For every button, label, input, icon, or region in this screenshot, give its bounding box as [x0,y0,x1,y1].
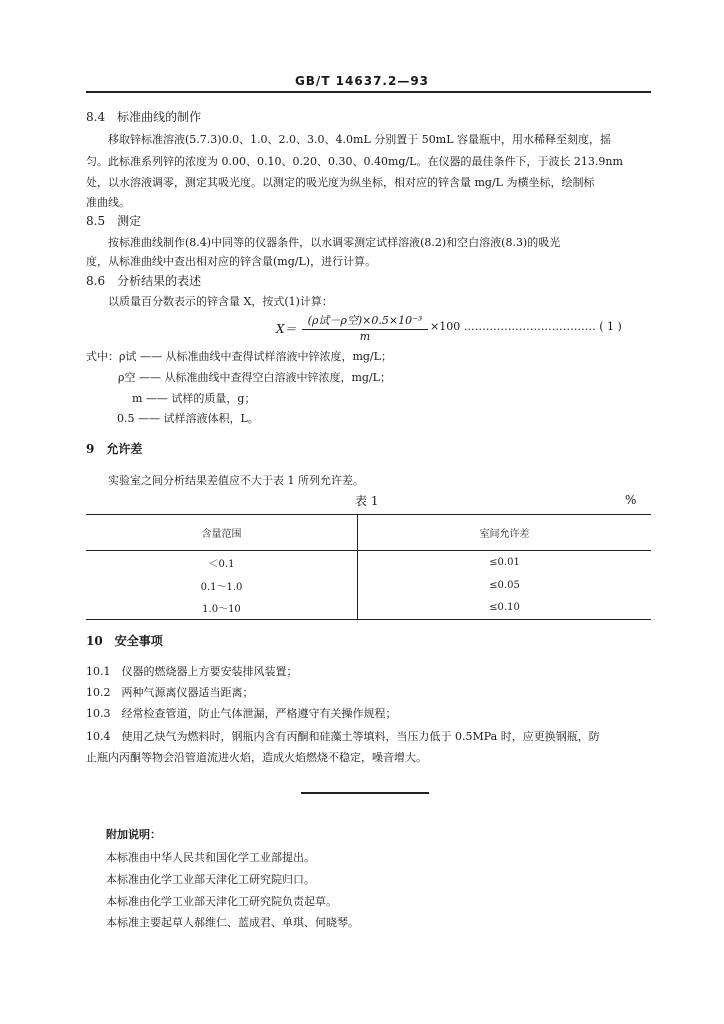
where-line: m —— 试样的质量，g； [132,392,256,405]
table-cell: ≤0.05 [489,579,520,591]
formula-tail: ×100 ……………………………… ( 1 ) [430,320,622,333]
where-line: 式中：ρ试 —— 从标准曲线中查得试样溶液中锌浓度，mg/L； [86,350,392,363]
safety-item: 10.3 经常检查管道，防止气体泄漏，严格遵守有关操作规程； [86,707,397,720]
section-8-4-heading: 8.4 标准曲线的制作 [86,110,202,124]
where-line: 0.5 —— 试样溶液体积，L。 [117,412,259,425]
section-8-4-line: 移取锌标准溶液(5.7.3)0.0、1.0、2.0、3.0、4.0mL 分别置于 50mL 容量瓶中，用水稀释至刻度，摇 [108,133,611,146]
appendix-line: 本标准由化学工业部天津化工研究院负责起草。 [106,895,337,908]
table-row [86,574,651,597]
end-rule [301,792,429,794]
table-cell: ≤0.10 [358,597,652,620]
section-8-5-line: 按标准曲线制作(8.4)中同等的仪器条件，以水调零测定试样溶液(8.2)和空白溶液(8.3)的吸光 [108,236,561,249]
section-8-4-line: 准曲线。 [86,196,130,209]
formula-lhs: X＝ [276,322,297,336]
table-cell: ＜0.1 [86,551,358,574]
section-8-4-line: 匀。此标准系列锌的浓度为 0.00、0.10、0.20、0.30、0.40mg/L。在仪器的最佳条件下，于波长 213.9nm [86,155,623,168]
appendix-heading: 附加说明： [106,828,161,841]
table-header-cell: 含量范围 [86,515,358,551]
section-8-6-intro: 以质量百分数表示的锌含量 X，按式(1)计算： [108,295,333,308]
appendix-line: 本标准由中华人民共和国化学工业部提出。 [106,851,315,864]
section-9-text: 实验室之间分析结果差值应不大于表 1 所列允许差。 [108,474,364,487]
allowance-table [86,514,651,620]
formula-denominator: m [359,330,371,343]
section-10-heading: 10 安全事项 [86,634,163,648]
table-cell: 1.0～10 [86,597,358,620]
section-8-5-heading: 8.5 测定 [86,214,142,228]
where-line: ρ空 —— 从标准曲线中查得空白溶液中锌浓度，mg/L； [118,371,391,384]
safety-item: 10.2 两种气源离仪器适当距离； [86,686,254,699]
formula-fraction [302,312,428,343]
page-header: GB/T 14637.2—93 [294,74,430,88]
safety-item: 10.4 使用乙炔气为燃料时，钢瓶内含有丙酮和硅藻土等填料，当压力低于 0.5MPa 时，应更换钢瓶，防 [86,730,600,743]
appendix-line: 本标准主要起草人郝维仁、蓝成君、单琪、何晓琴。 [106,916,359,929]
header-rule [86,91,651,93]
section-8-4-line: 处，以水溶液调零，测定其吸光度。以测定的吸光度为纵坐标，相对应的锌含量 mg/L 为横坐标，绘制标 [86,176,595,189]
table-cell: ≤0.01 [489,556,520,568]
safety-item: 止瓶内丙酮等物会沿管道流进火焰，造成火焰燃烧不稳定，噪音增大。 [86,751,427,764]
section-8-6-heading: 8.6 分析结果的表述 [86,274,202,288]
formula-numerator: (ρ试－ρ空)×0.5×10⁻³ [302,312,428,330]
table-header-row [86,515,651,551]
section-8-5-line: 度，从标准曲线中查出相对应的锌含量(mg/L)，进行计算。 [86,255,377,268]
table-header-cell: 室间允许差 [358,515,652,551]
table-cell: 0.1～1.0 [86,574,358,597]
table-title: 表 1 [355,494,379,508]
table-row [86,551,651,574]
table-row [86,597,651,620]
table-unit: % [625,493,637,507]
appendix-line: 本标准由化学工业部天津化工研究院归口。 [106,873,315,886]
section-9-heading: 9 允许差 [86,442,143,456]
safety-item: 10.1 仪器的燃烧器上方要安装排风装置； [86,665,298,678]
